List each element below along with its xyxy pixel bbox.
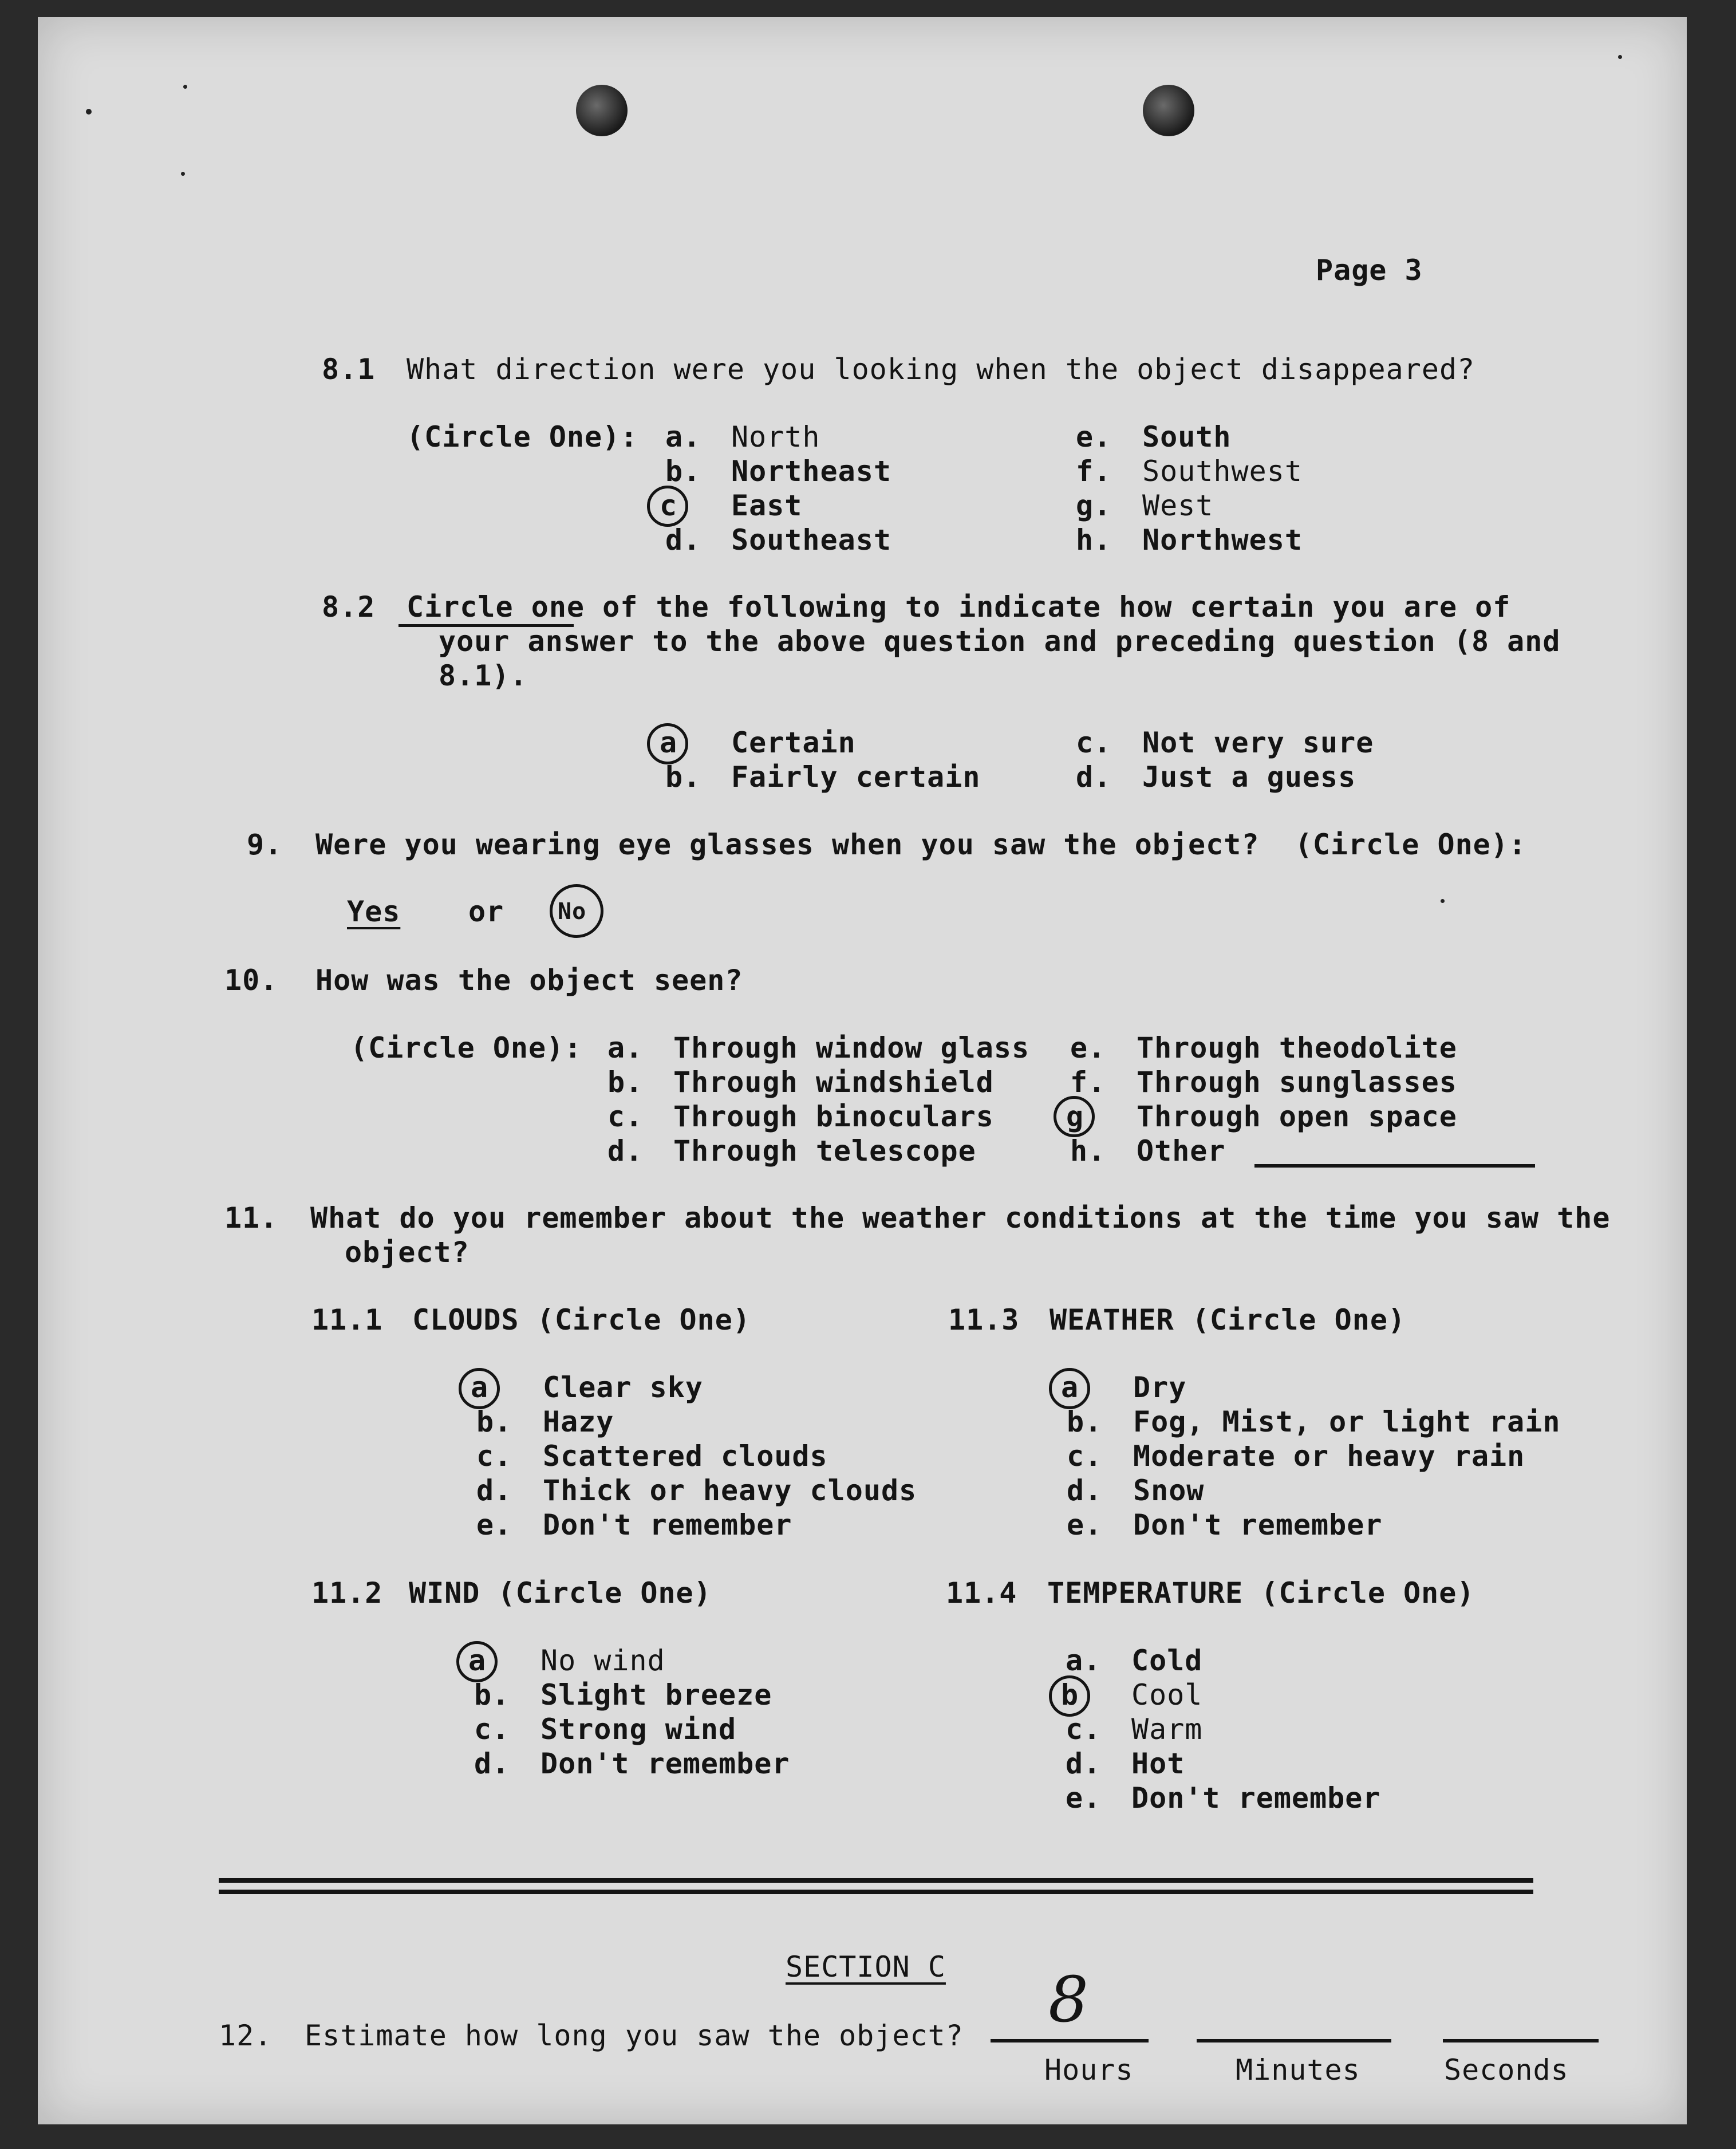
q12-text: Estimate how long you saw the object?	[305, 2019, 964, 2052]
hours-blank-line	[991, 2039, 1149, 2042]
q81-option-southwest: Southwest	[1142, 455, 1303, 488]
q81-letter-a: a.	[665, 420, 701, 454]
q11-line-1: What do you remember about the weather conditions at the time you saw the	[310, 1201, 1611, 1235]
q82-option-fairly-certain: Fairly certain	[731, 760, 981, 794]
q82-line-1	[407, 590, 1510, 624]
weather-letter-c: c.	[1067, 1440, 1103, 1473]
q10-letter-d: d.	[607, 1134, 644, 1168]
temp-option-cold: Cold	[1131, 1644, 1203, 1677]
clouds-option-thick: Thick or heavy clouds	[543, 1474, 917, 1507]
clouds-option-clear-sky: Clear sky	[543, 1371, 703, 1404]
q82-option-not-very-sure: Not very sure	[1142, 726, 1374, 759]
q113-number: 11.3	[948, 1303, 1020, 1336]
speck	[183, 85, 187, 89]
wind-letter-c: c.	[474, 1713, 510, 1746]
temp-option-cool: Cool	[1131, 1678, 1203, 1712]
q10-letter-e: e.	[1070, 1031, 1106, 1064]
q81-letter-d: d.	[665, 523, 701, 557]
temp-option-dont-remember: Don't remember	[1131, 1781, 1381, 1815]
wind-option-strong-wind: Strong wind	[540, 1713, 737, 1746]
q81-option-southeast: Southeast	[731, 523, 891, 557]
q112-title: WIND (Circle One)	[409, 1576, 712, 1610]
wind-letter-b: b.	[474, 1678, 510, 1712]
answer-circle	[1054, 1096, 1095, 1137]
q10-letter-b: b.	[607, 1066, 644, 1099]
answer-circle	[647, 486, 688, 527]
q82-letter-a: a	[660, 726, 678, 759]
q10-option-window-glass: Through window glass	[673, 1031, 1030, 1064]
q111-title: CLOUDS (Circle One)	[412, 1303, 751, 1336]
q114-title: TEMPERATURE (Circle One)	[1047, 1576, 1475, 1610]
answer-circle	[459, 1368, 500, 1409]
answer-circle	[647, 723, 688, 764]
seconds-blank-line	[1443, 2039, 1599, 2042]
q81-option-west: West	[1142, 489, 1214, 522]
q82-option-certain: Certain	[731, 726, 856, 759]
weather-option-fog: Fog, Mist, or light rain	[1133, 1405, 1561, 1438]
seconds-label: Seconds	[1444, 2053, 1569, 2087]
clouds-letter-a: a	[471, 1371, 489, 1404]
q113-title: WEATHER (Circle One)	[1050, 1303, 1406, 1336]
speck	[86, 109, 92, 115]
q81-letter-h: h.	[1076, 523, 1112, 557]
q82-line-1-rest: of the following to indicate how certain you are of	[585, 590, 1511, 624]
q81-option-south: South	[1142, 420, 1232, 454]
q10-letter-c: c.	[607, 1100, 644, 1133]
temp-letter-e: e.	[1066, 1781, 1102, 1815]
q10-letter-f: f.	[1070, 1066, 1106, 1099]
speck	[181, 172, 185, 176]
q111-number: 11.1	[311, 1303, 383, 1336]
temp-letter-c: c.	[1066, 1713, 1102, 1746]
answer-circle	[550, 884, 603, 938]
q9-number: 9.	[247, 828, 283, 861]
punch-hole-left	[576, 85, 628, 136]
q82-number: 8.2	[322, 590, 376, 624]
q81-letter-g: g.	[1076, 489, 1112, 522]
clouds-letter-b: b.	[476, 1405, 512, 1438]
section-divider-bottom	[219, 1890, 1533, 1894]
q81-question: What direction were you looking when the object disappeared?	[407, 353, 1475, 386]
q81-option-northeast: Northeast	[731, 455, 891, 488]
q112-number: 11.2	[311, 1576, 383, 1610]
hours-label: Hours	[1044, 2053, 1134, 2087]
q81-letter-e: e.	[1076, 420, 1112, 454]
section-c-title: SECTION C	[786, 1950, 946, 1984]
q81-letter-c: c	[660, 489, 678, 522]
speck	[1618, 55, 1622, 59]
q10-option-telescope: Through telescope	[673, 1134, 976, 1168]
clouds-option-scattered: Scattered clouds	[543, 1440, 828, 1473]
wind-letter-a: a	[468, 1644, 487, 1677]
wind-option-dont-remember: Don't remember	[540, 1747, 790, 1780]
q10-number: 10.	[224, 964, 278, 997]
q11-number: 11.	[224, 1201, 278, 1235]
temp-letter-a: a.	[1066, 1644, 1102, 1677]
minutes-blank-line	[1197, 2039, 1391, 2042]
q82-letter-d: d.	[1076, 760, 1112, 794]
q114-number: 11.4	[946, 1576, 1017, 1610]
q82-option-just-a-guess: Just a guess	[1142, 760, 1356, 794]
weather-option-dry: Dry	[1133, 1371, 1187, 1404]
q10-instruction: (Circle One):	[350, 1031, 582, 1064]
page-number: Page 3	[1316, 254, 1423, 287]
q10-option-open-space: Through open space	[1137, 1100, 1457, 1133]
q9-yes: Yes	[347, 895, 401, 928]
weather-letter-a: a	[1061, 1371, 1079, 1404]
clouds-letter-e: e.	[476, 1508, 512, 1541]
clouds-option-dont-remember: Don't remember	[543, 1508, 792, 1541]
document-page	[38, 17, 1687, 2124]
q9-no: No	[558, 898, 587, 925]
q10-option-other: Other	[1137, 1134, 1226, 1168]
q81-option-north: North	[731, 420, 820, 454]
answer-circle	[1049, 1675, 1090, 1717]
weather-letter-b: b.	[1067, 1405, 1103, 1438]
weather-option-snow: Snow	[1133, 1474, 1205, 1507]
q9-question: Were you wearing eye glasses when you saw the object? (Circle One):	[315, 828, 1526, 861]
q82-line-3: 8.1).	[439, 659, 528, 692]
q81-option-east: East	[731, 489, 803, 522]
q10-option-binoculars: Through binoculars	[673, 1100, 994, 1133]
speck	[1441, 899, 1445, 903]
q10-letter-g: g	[1066, 1100, 1084, 1133]
other-blank-line	[1254, 1164, 1535, 1168]
wind-option-slight-breeze: Slight breeze	[540, 1678, 772, 1712]
minutes-label: Minutes	[1236, 2053, 1360, 2087]
clouds-letter-d: d.	[476, 1474, 512, 1507]
temp-option-hot: Hot	[1131, 1747, 1185, 1780]
answer-circle	[456, 1641, 498, 1682]
handwritten-hours: 8	[1048, 1963, 1088, 2036]
q82-letter-c: c.	[1076, 726, 1112, 759]
q10-option-theodolite: Through theodolite	[1137, 1031, 1457, 1064]
q9-or: or	[468, 895, 504, 928]
weather-letter-d: d.	[1067, 1474, 1103, 1507]
q10-option-windshield: Through windshield	[673, 1066, 994, 1099]
punch-hole-right	[1143, 85, 1194, 136]
q10-letter-h: h.	[1070, 1134, 1106, 1168]
q10-question: How was the object seen?	[315, 964, 743, 997]
clouds-letter-c: c.	[476, 1440, 512, 1473]
q82-underlined-text: Circle one	[407, 590, 585, 624]
answer-circle	[1049, 1368, 1090, 1409]
q82-line-2: your answer to the above question and preceding question (8 and	[439, 625, 1561, 658]
clouds-option-hazy: Hazy	[543, 1405, 614, 1438]
q81-letter-b: b.	[665, 455, 701, 488]
section-divider-top	[219, 1878, 1533, 1883]
q81-number: 8.1	[322, 353, 376, 386]
q81-option-northwest: Northwest	[1142, 523, 1303, 557]
q12-number: 12.	[219, 2019, 273, 2052]
q81-letter-f: f.	[1076, 455, 1112, 488]
wind-letter-d: d.	[474, 1747, 510, 1780]
q81-instruction: (Circle One):	[407, 420, 638, 454]
wind-option-no-wind: No wind	[540, 1644, 665, 1677]
temp-option-warm: Warm	[1131, 1713, 1203, 1746]
weather-letter-e: e.	[1067, 1508, 1103, 1541]
q82-letter-b: b.	[665, 760, 701, 794]
temp-letter-b: b	[1061, 1678, 1079, 1712]
q11-line-2: object?	[345, 1236, 469, 1269]
weather-option-rain: Moderate or heavy rain	[1133, 1440, 1525, 1473]
temp-letter-d: d.	[1066, 1747, 1102, 1780]
q10-letter-a: a.	[607, 1031, 644, 1064]
weather-option-dont-remember: Don't remember	[1133, 1508, 1383, 1541]
q10-option-sunglasses: Through sunglasses	[1137, 1066, 1457, 1099]
